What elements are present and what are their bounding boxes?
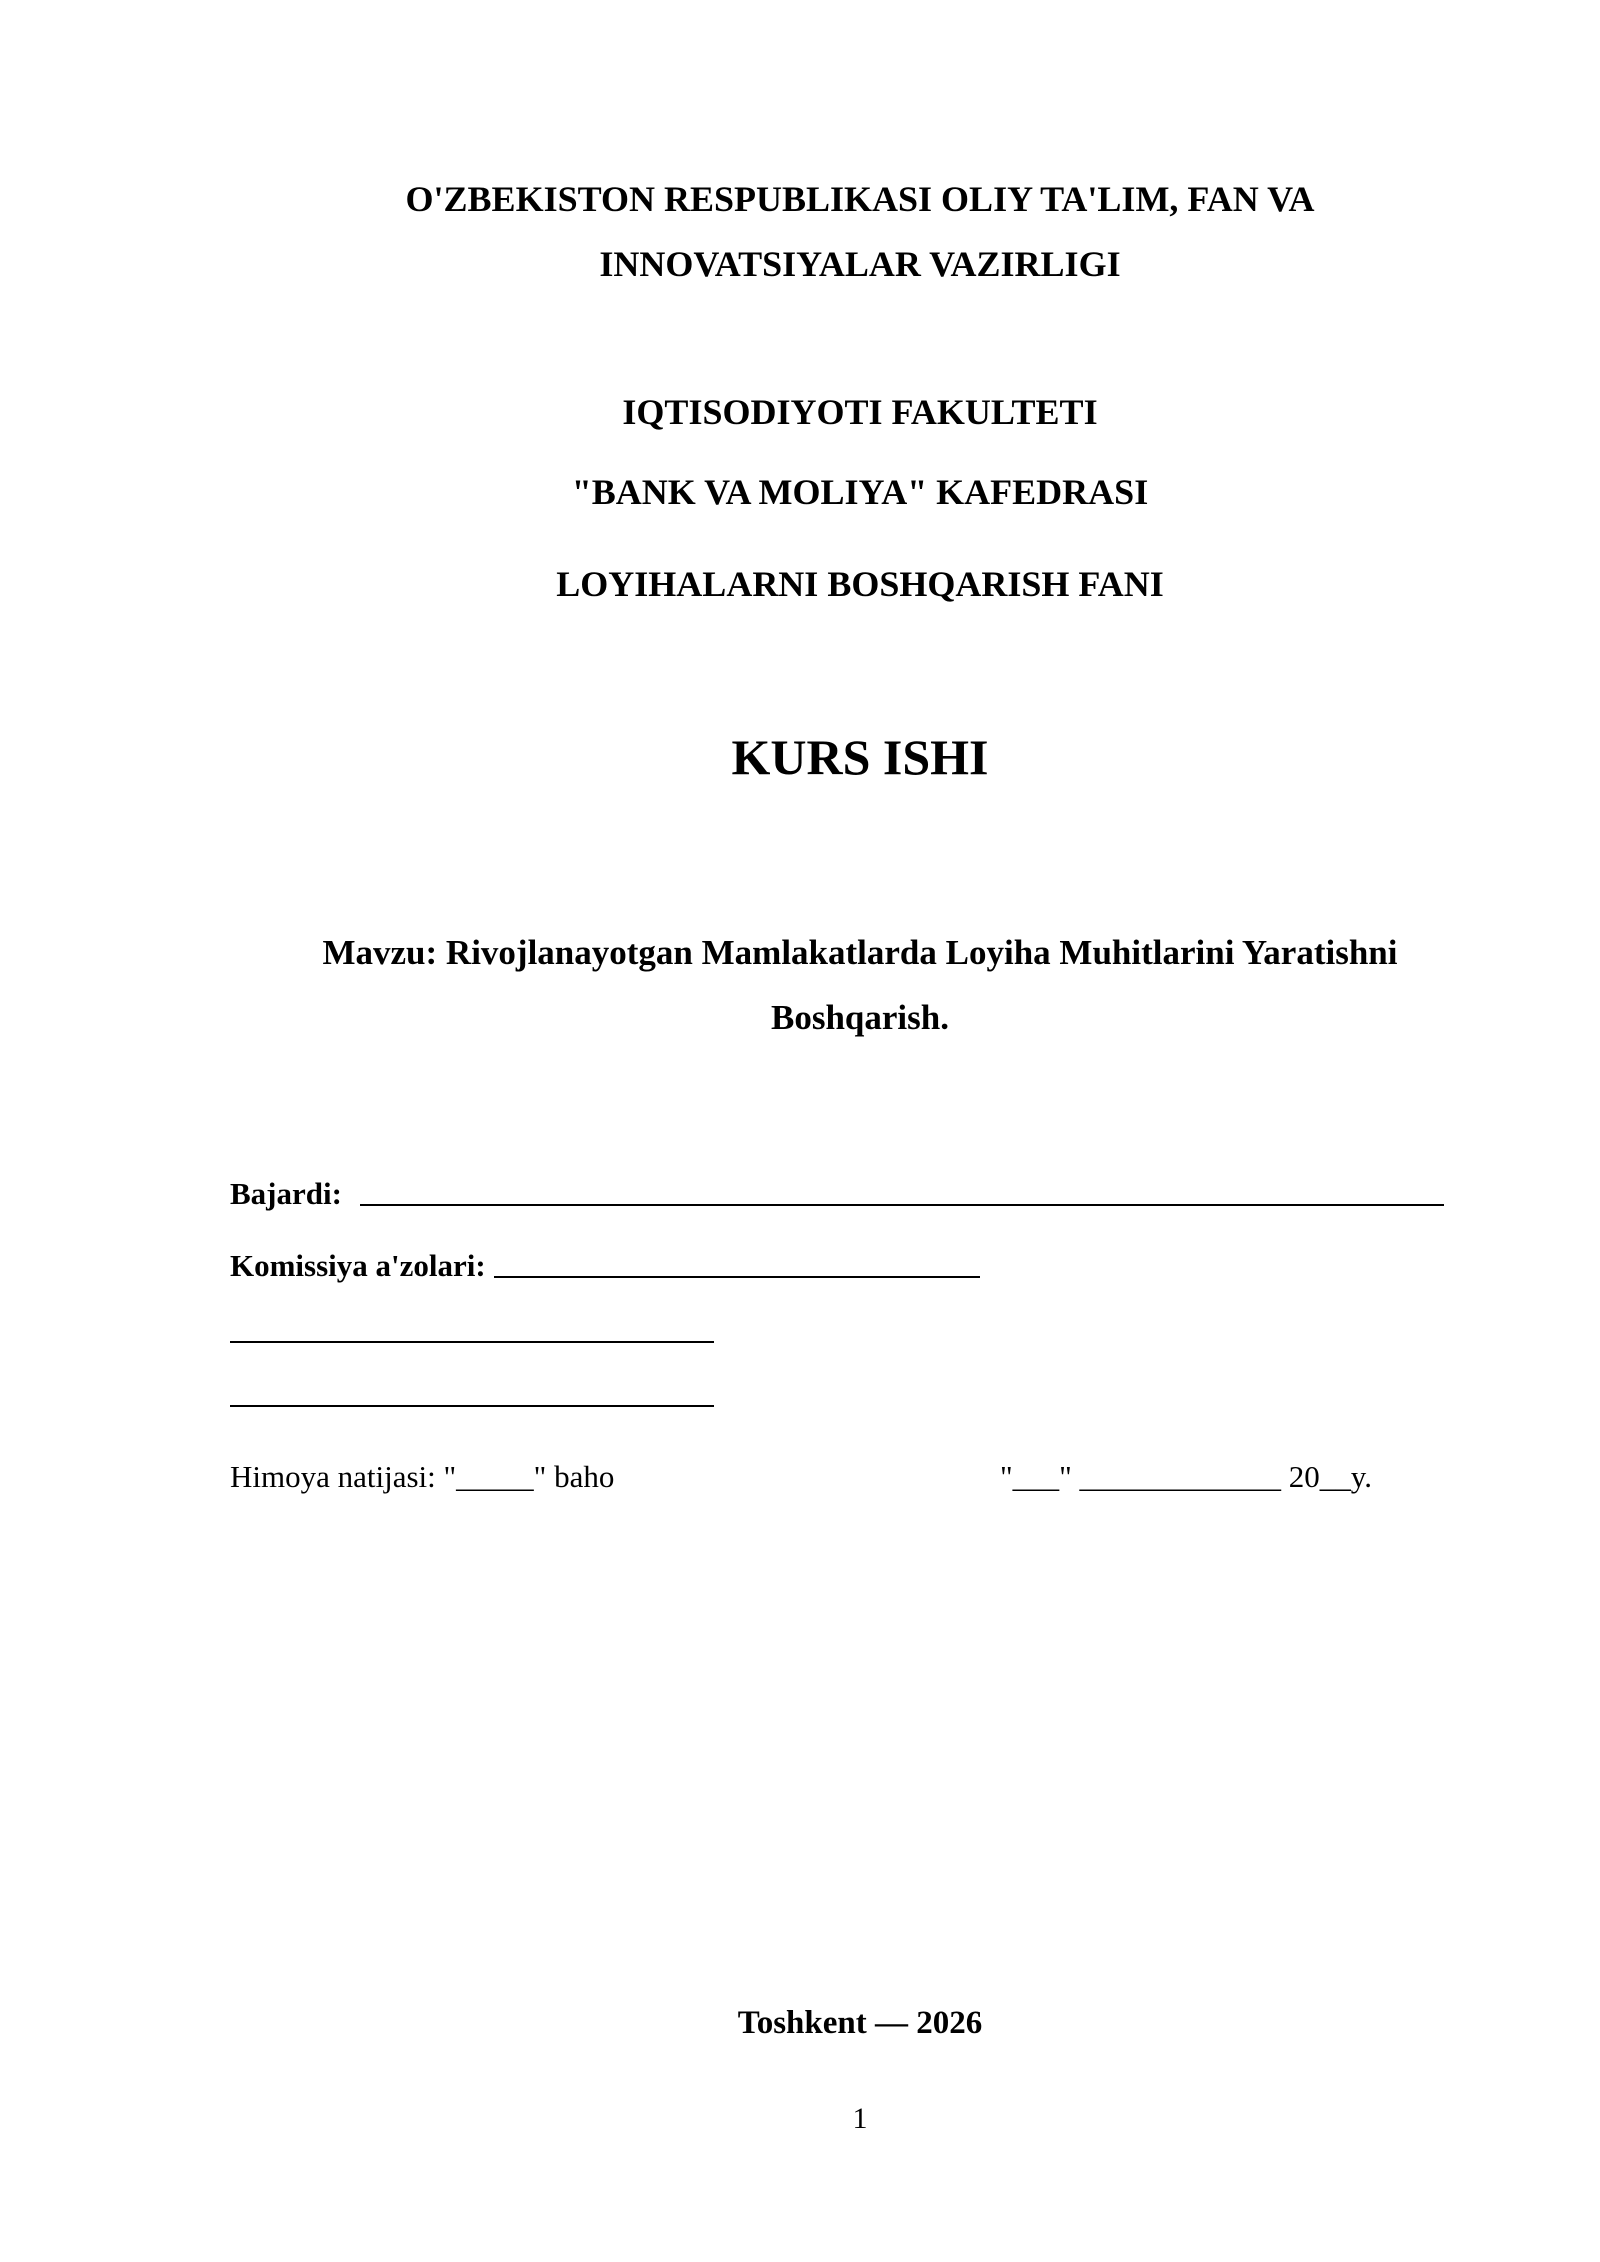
ministry-name-line-1: O'ZBEKISTON RESPUBLIKASI OLIY TA'LIM, FAN VA — [405, 179, 1315, 219]
bajardi-signature-line — [360, 1204, 1444, 1206]
page-number: 1 — [852, 2102, 868, 2135]
subject-name: LOYIHALARNI BOSHQARISH FANI — [556, 564, 1164, 604]
topic-line-1: Mavzu: Rivojlanayotgan Mamlakatlarda Loyiha Muhitlarini Yaratishni — [322, 933, 1398, 972]
komissiya-signature-line-2 — [230, 1341, 714, 1343]
department-name: "BANK VA MOLIYA" KAFEDRASI — [571, 472, 1149, 512]
topic-line-2: Boshqarish. — [771, 998, 949, 1037]
himoya-result-text: Himoya natijasi: "_____" baho — [230, 1459, 615, 1494]
city-year: Toshkent — 2026 — [737, 2005, 983, 2041]
defense-date-text: "___" _____________ 20__y. — [1000, 1459, 1373, 1494]
document-title: KURS ISHI — [731, 729, 989, 785]
bajardi-label: Bajardi: — [230, 1176, 342, 1211]
komissiya-signature-line-1 — [494, 1276, 980, 1278]
faculty-name: IQTISODIYOTI FAKULTETI — [622, 392, 1098, 432]
ministry-name-line-2: INNOVATSIYALAR VAZIRLIGI — [599, 244, 1121, 284]
komissiya-label: Komissiya a'zolari: — [230, 1248, 486, 1283]
komissiya-signature-line-3 — [230, 1405, 714, 1407]
